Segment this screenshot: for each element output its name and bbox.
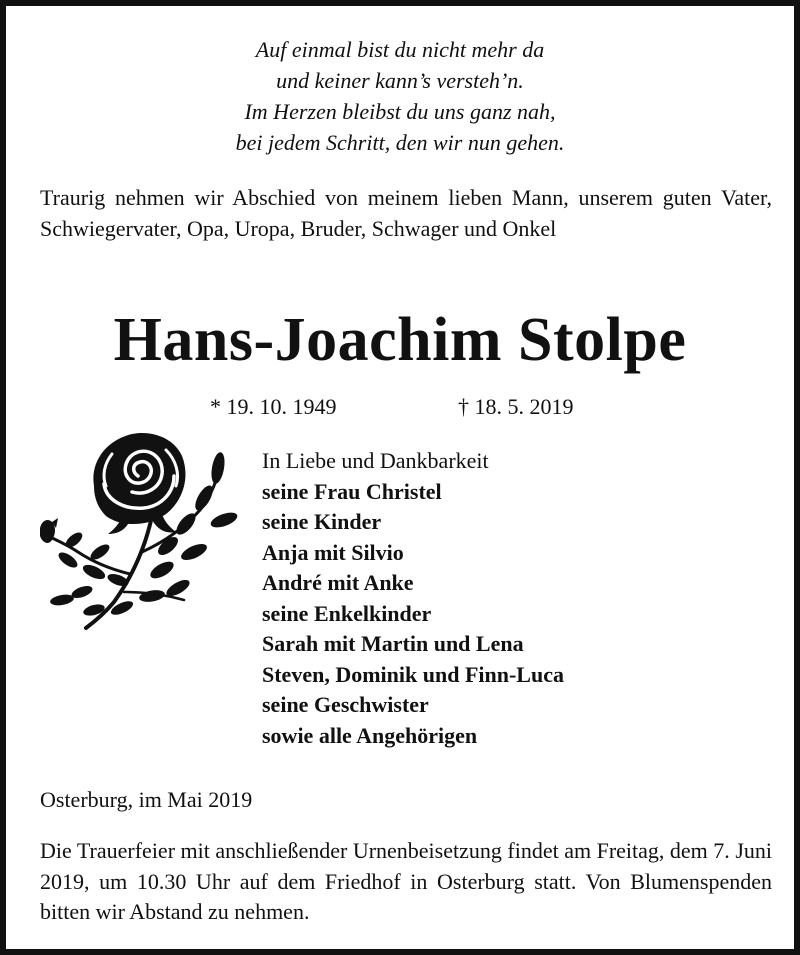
poem-line: Auf einmal bist du nicht mehr da	[255, 37, 545, 62]
place-and-date: Osterburg, im Mai 2019	[40, 787, 253, 812]
mourner-line: seine Kinder	[262, 509, 382, 534]
mourner-line: seine Enkelkinder	[262, 600, 432, 626]
poem-line: Im Herzen bleibst du uns ganz nah,	[244, 99, 556, 124]
deceased-name: Hans-Joachim Stolpe	[113, 306, 687, 374]
mourners-intro: In Liebe und Dankbarkeit	[262, 448, 489, 473]
memorial-poem	[6, 34, 794, 158]
poem-line: bei jedem Schritt, den wir nun gehen.	[235, 130, 565, 155]
mourner-line: seine Geschwister	[262, 692, 429, 717]
mourner-line: Sarah mit Martin und Lena	[262, 631, 524, 656]
rose-icon	[34, 424, 244, 634]
farewell-intro: Traurig nehmen wir Abschied von meinem lieben Mann, unserem guten Vater, Schwiegervater, Opa, Uropa, Bruder, Schwager und Onkel	[40, 185, 772, 241]
funeral-notice: Die Trauerfeier mit anschließender Urnenbeisetzung findet am Freitag, dem 7. Juni 2019, um 10.30 Uhr auf dem Friedhof in Osterburg statt. Von Blumenspenden bitten wir Abstand zu nehmen.	[40, 838, 772, 924]
mourner-line: sowie alle Angehörigen	[262, 722, 478, 748]
mourner-line: Steven, Dominik und Finn-Luca	[262, 661, 564, 687]
mourner-line: André mit Anke	[262, 570, 414, 595]
mourner-line: seine Frau Christel	[262, 478, 442, 504]
poem-line: und keiner kann’s versteh’n.	[276, 68, 524, 93]
mourners-list	[262, 446, 564, 751]
birth-date: * 19. 10. 1949	[210, 394, 337, 419]
death-date: † 18. 5. 2019	[458, 394, 574, 419]
mourner-line: Anja mit Silvio	[262, 539, 404, 565]
